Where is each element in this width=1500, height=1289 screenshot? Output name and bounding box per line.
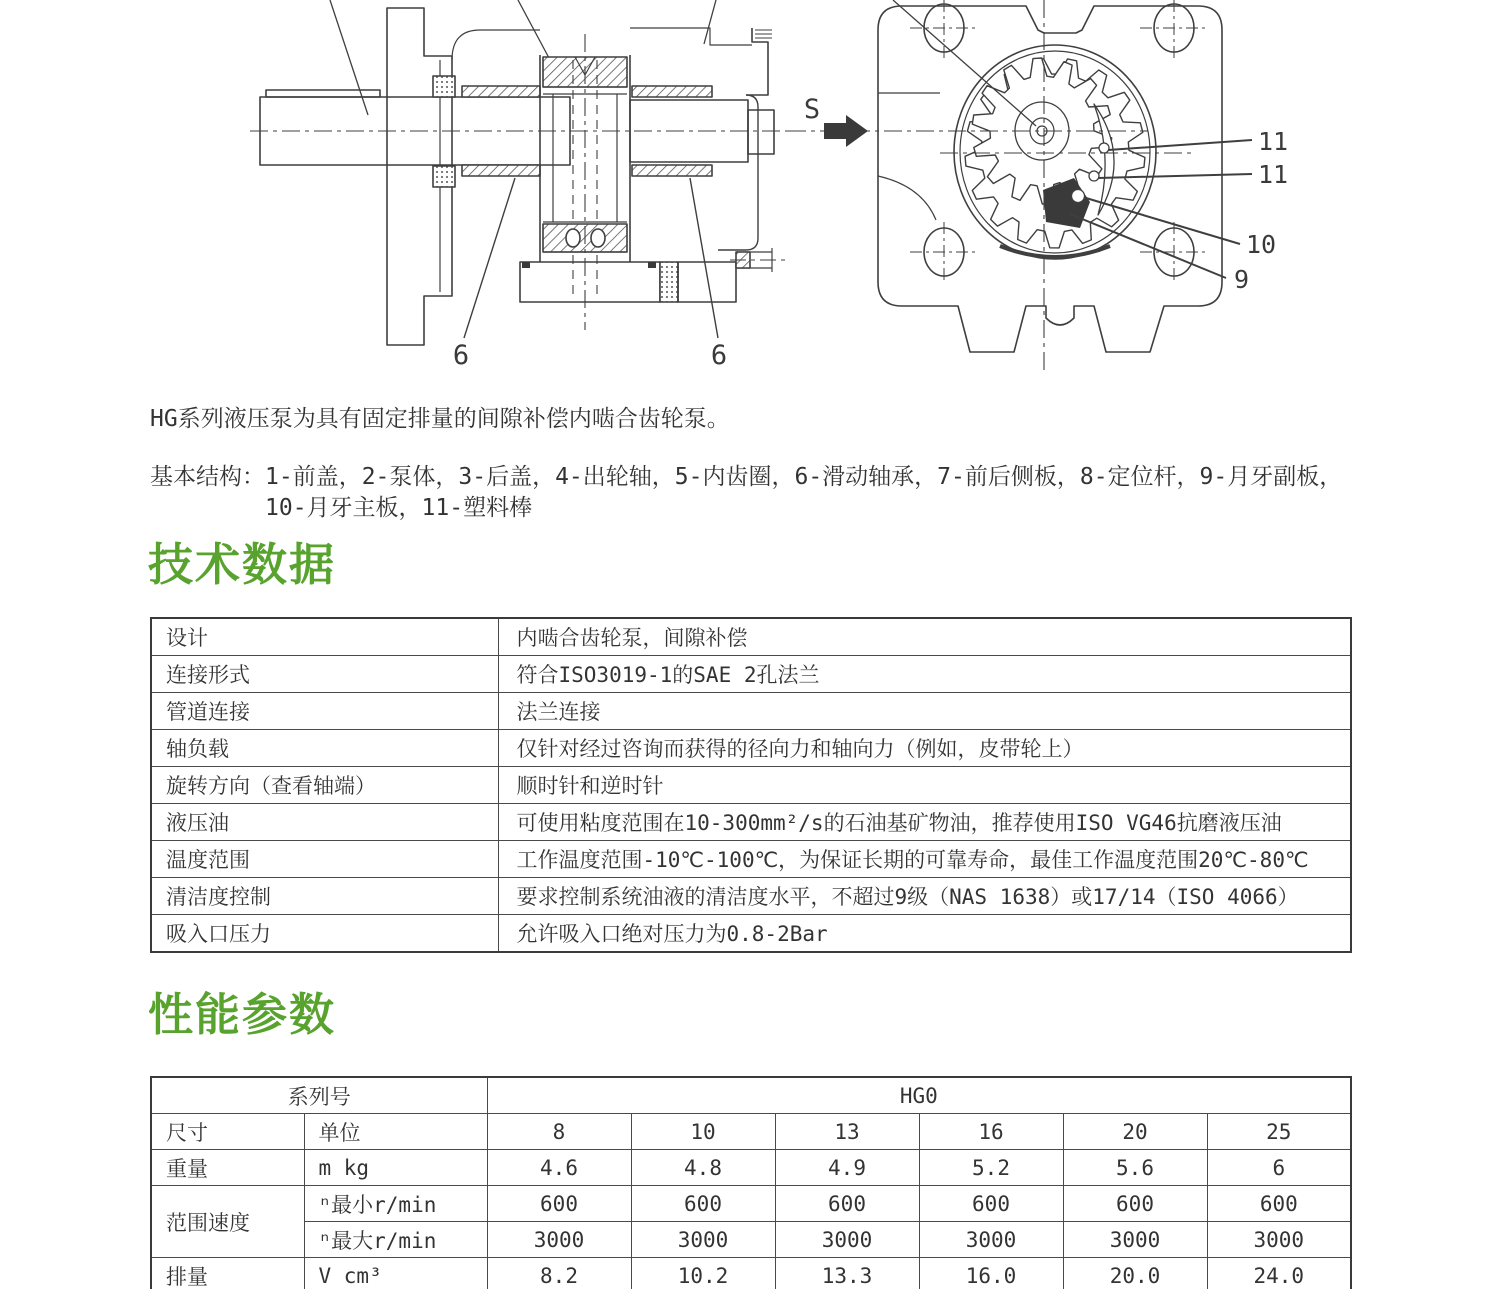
shaft-key bbox=[266, 90, 380, 97]
weight-value: 4.9 bbox=[775, 1150, 919, 1186]
intro-paragraph: HG系列液压泵为具有固定排量的间隙补偿内啮合齿轮泵。 bbox=[150, 406, 730, 432]
table-row bbox=[151, 804, 1351, 841]
table-row bbox=[151, 1258, 1351, 1289]
size-cell: 16 bbox=[919, 1114, 1063, 1150]
weight-value: 4.8 bbox=[631, 1150, 775, 1186]
tech-label: 管道连接 bbox=[151, 693, 498, 730]
tech-label: 连接形式 bbox=[151, 656, 498, 693]
structure-paragraph bbox=[150, 462, 1490, 524]
table-row bbox=[151, 1077, 1351, 1114]
plastic-rod bbox=[1099, 143, 1109, 153]
sliding-bearing bbox=[632, 165, 712, 176]
callout-label: 11 bbox=[1258, 127, 1289, 156]
leader-line bbox=[690, 178, 718, 338]
flow-direction-arrow-icon bbox=[824, 115, 868, 147]
tech-value: 允许吸入口绝对压力为0.8-2Bar bbox=[498, 915, 1351, 953]
table-row bbox=[151, 656, 1351, 693]
weight-value: 5.2 bbox=[919, 1150, 1063, 1186]
pump-cross-section-drawing bbox=[250, 0, 788, 345]
speed-min-value: 600 bbox=[487, 1186, 631, 1222]
table-row bbox=[151, 841, 1351, 878]
speed-max-value: 3000 bbox=[1207, 1222, 1351, 1258]
table-row bbox=[151, 1186, 1351, 1222]
leader-line bbox=[893, 0, 1036, 126]
speed-max-value: 3000 bbox=[775, 1222, 919, 1258]
sliding-bearing bbox=[462, 86, 540, 97]
structure-line: 10-月牙主板，11-塑料棒 bbox=[265, 495, 533, 521]
speed-min-unit: ⁿ最小r/min bbox=[304, 1186, 487, 1222]
tech-data-table bbox=[150, 617, 1352, 953]
table-row bbox=[151, 915, 1351, 953]
table-row bbox=[151, 767, 1351, 804]
shaft-seal bbox=[433, 76, 455, 97]
speed-max-value: 3000 bbox=[1063, 1222, 1207, 1258]
sliding-bearing bbox=[462, 165, 540, 176]
bolt-hole bbox=[1140, 0, 1208, 60]
performance-title: 性能参数 bbox=[148, 988, 337, 1041]
pin-hole bbox=[1072, 190, 1085, 203]
size-cell: 8 bbox=[487, 1114, 631, 1150]
tech-label: 液压油 bbox=[151, 804, 498, 841]
screw-head bbox=[755, 30, 772, 38]
size-cell: 25 bbox=[1207, 1114, 1351, 1150]
weight-value: 4.6 bbox=[487, 1150, 631, 1186]
tech-value: 仅针对经过咨询而获得的径向力和轴向力（例如，皮带轮上） bbox=[498, 730, 1351, 767]
speed-min-value: 600 bbox=[775, 1186, 919, 1222]
speed-range-label: 范围速度 bbox=[151, 1186, 304, 1258]
size-cell: 10 bbox=[631, 1114, 775, 1150]
speed-max-value: 3000 bbox=[487, 1222, 631, 1258]
leader-line bbox=[464, 178, 515, 338]
leader-line bbox=[518, 0, 549, 58]
pump-front-view-drawing bbox=[788, 0, 1252, 370]
table-row bbox=[151, 693, 1351, 730]
size-cell: 20 bbox=[1063, 1114, 1207, 1150]
table-row bbox=[151, 1222, 1351, 1258]
table-row bbox=[151, 1150, 1351, 1186]
displacement-value: 20.0 bbox=[1063, 1258, 1207, 1289]
shaft-seal bbox=[433, 166, 455, 187]
bolt-hole bbox=[910, 0, 978, 60]
performance-table bbox=[150, 1076, 1352, 1289]
weight-value: 6 bbox=[1207, 1150, 1351, 1186]
speed-min-value: 600 bbox=[631, 1186, 775, 1222]
tech-value: 可使用粘度范围在10-300mm²/s的石油基矿物油，推荐使用ISO VG46抗磨液压油 bbox=[498, 804, 1351, 841]
table-row bbox=[151, 730, 1351, 767]
section-label: S bbox=[803, 94, 821, 125]
callout-label: 10 bbox=[1246, 230, 1277, 259]
displacement-value: 10.2 bbox=[631, 1258, 775, 1289]
bearing-housing bbox=[520, 262, 660, 302]
structure-line: 1-前盖，2-泵体，3-后盖，4-出轮轴，5-内齿圈，6-滑动轴承，7-前后侧板，8-定位杆，9-月牙副板， bbox=[265, 464, 1343, 490]
sliding-bearing bbox=[632, 86, 712, 97]
callout-label: 6 bbox=[710, 340, 728, 371]
leader-line bbox=[1070, 214, 1226, 278]
displacement-value: 16.0 bbox=[919, 1258, 1063, 1289]
unit-label: 单位 bbox=[304, 1114, 487, 1150]
bearing-ball bbox=[591, 229, 605, 247]
tech-value: 工作温度范围-10℃-100℃，为保证长期的可靠寿命，最佳工作温度范围20℃-80℃ bbox=[498, 841, 1351, 878]
bolt-hole bbox=[910, 222, 978, 282]
table-row bbox=[151, 618, 1351, 656]
weight-unit: m kg bbox=[304, 1150, 487, 1186]
tech-label: 轴负载 bbox=[151, 730, 498, 767]
tech-label: 设计 bbox=[151, 618, 498, 656]
callout-label: 11 bbox=[1258, 160, 1289, 189]
tech-value: 要求控制系统油液的清洁度水平，不超过9级（NAS 1638）或17/14（ISO 4066） bbox=[498, 878, 1351, 915]
displacement-value: 8.2 bbox=[487, 1258, 631, 1289]
figure bbox=[0, 0, 1500, 375]
bearing-ball bbox=[566, 229, 580, 247]
speed-max-unit: ⁿ最大r/min bbox=[304, 1222, 487, 1258]
callout-label: 9 bbox=[1234, 265, 1250, 294]
shaft-stub bbox=[748, 110, 774, 154]
tech-data-title: 技术数据 bbox=[148, 538, 337, 591]
weight-label: 重量 bbox=[151, 1150, 304, 1186]
callout-label: 6 bbox=[452, 340, 470, 371]
speed-min-value: 600 bbox=[1207, 1186, 1351, 1222]
size-cell: 13 bbox=[775, 1114, 919, 1150]
structure-label: 基本结构： bbox=[150, 464, 265, 490]
speed-max-value: 3000 bbox=[631, 1222, 775, 1258]
tech-label: 旋转方向（查看轴端） bbox=[151, 767, 498, 804]
tech-label: 清洁度控制 bbox=[151, 878, 498, 915]
speed-max-value: 3000 bbox=[919, 1222, 1063, 1258]
tech-value: 顺时针和逆时针 bbox=[498, 767, 1351, 804]
plastic-rod bbox=[1089, 171, 1099, 181]
tech-value: 法兰连接 bbox=[498, 693, 1351, 730]
weight-value: 5.6 bbox=[1063, 1150, 1207, 1186]
displacement-value: 13.3 bbox=[775, 1258, 919, 1289]
table-row bbox=[151, 1114, 1351, 1150]
table-row bbox=[151, 878, 1351, 915]
speed-min-value: 600 bbox=[919, 1186, 1063, 1222]
series-value: HG0 bbox=[487, 1077, 1351, 1114]
tech-value: 符合ISO3019-1的SAE 2孔法兰 bbox=[498, 656, 1351, 693]
tech-label: 吸入口压力 bbox=[151, 915, 498, 953]
tech-value: 内啮合齿轮泵，间隙补偿 bbox=[498, 618, 1351, 656]
tech-label: 温度范围 bbox=[151, 841, 498, 878]
series-label: 系列号 bbox=[151, 1077, 487, 1114]
speed-min-value: 600 bbox=[1063, 1186, 1207, 1222]
displacement-label: 排量 bbox=[151, 1258, 304, 1289]
displacement-value: 24.0 bbox=[1207, 1258, 1351, 1289]
displacement-unit: V cm³ bbox=[304, 1258, 487, 1289]
size-label: 尺寸 bbox=[151, 1114, 304, 1150]
